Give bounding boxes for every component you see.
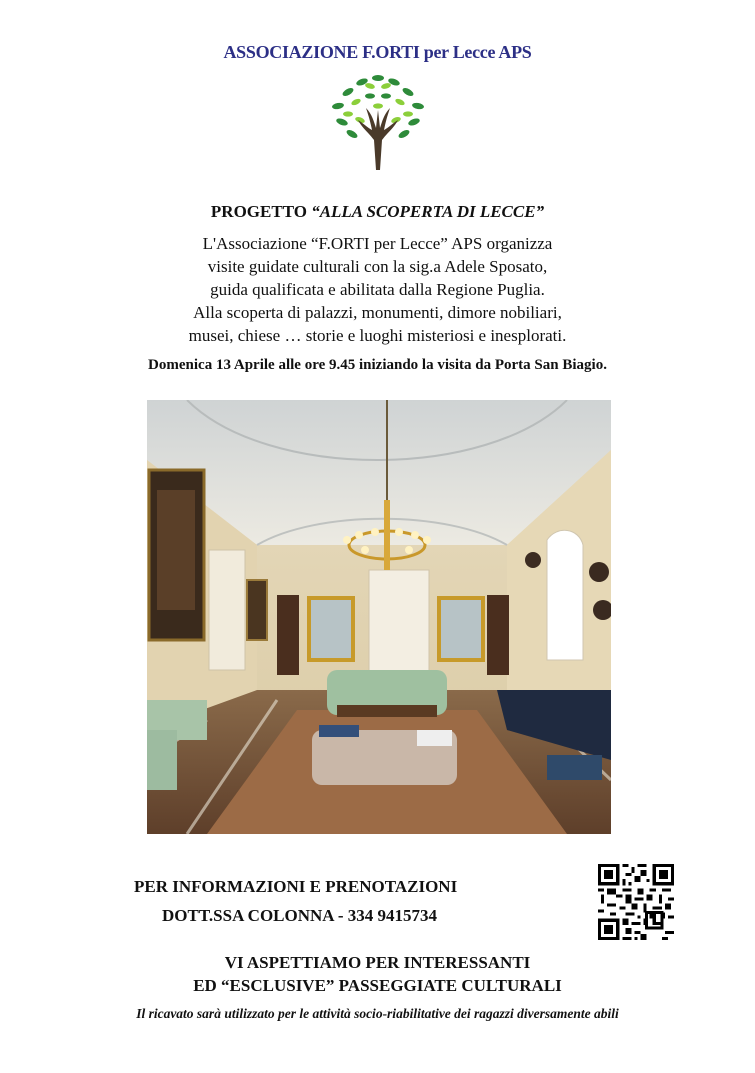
intro-line: visite guidate culturali con la sig.a Adele Sposato,	[207, 257, 548, 276]
footnote: Il ricavato sarà utilizzato per le attività socio-riabilitative dei ragazzi diversamente abili	[136, 1006, 619, 1021]
org-title: ASSOCIAZIONE F.ORTI per Lecce APS	[223, 42, 532, 62]
intro-paragraph	[0, 232, 755, 347]
info-heading: PER INFORMAZIONI E PRENOTAZIONI	[134, 877, 458, 896]
intro-line: musei, chiese … storie e luoghi misteriosi e inesplorati.	[188, 326, 567, 345]
project-name: “ALLA SCOPERTA DI LECCE”	[311, 202, 545, 221]
contact-line: DOTT.SSA COLONNA - 334 9415734	[162, 906, 438, 925]
intro-line: Alla scoperta di palazzi, monumenti, dimore nobiliari,	[193, 303, 562, 322]
closing-line-1: VI ASPETTIAMO PER INTERESSANTI	[224, 953, 531, 972]
palazzo-salon-photo	[147, 400, 611, 834]
project-title	[0, 202, 755, 222]
project-prefix: PROGETTO	[210, 202, 312, 221]
closing-line-2: ED “ESCLUSIVE” PASSEGGIATE CULTURALI	[193, 976, 562, 995]
event-line: Domenica 13 Aprile alle ore 9.45 iniziando la visita da Porta San Biagio.	[148, 357, 607, 373]
intro-line: L'Associazione “F.ORTI per Lecce” APS organizza	[202, 234, 553, 253]
qr-code-icon[interactable]	[598, 864, 674, 940]
tree-hands-logo-icon	[318, 70, 438, 172]
intro-line: guida qualificata e abilitata dalla Regione Puglia.	[210, 280, 545, 299]
